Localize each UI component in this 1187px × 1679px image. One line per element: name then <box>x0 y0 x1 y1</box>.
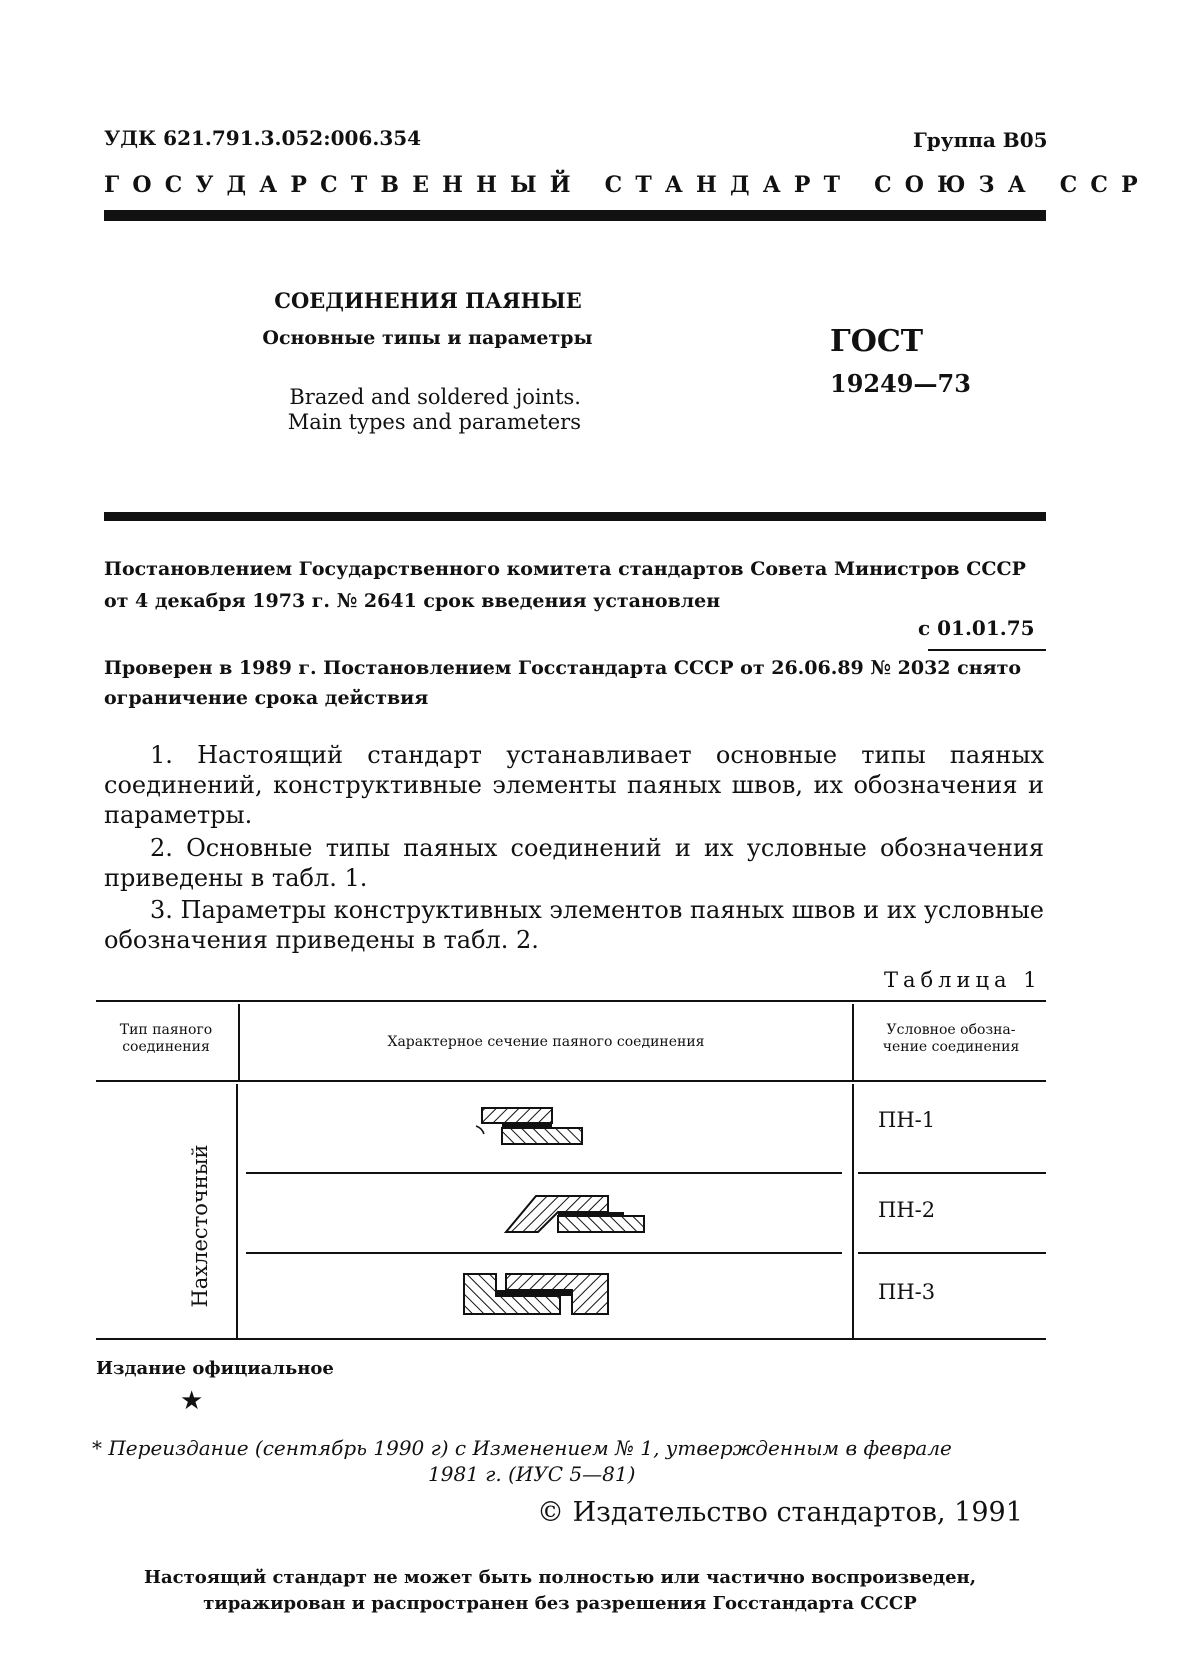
header-code-line2: чение соединения <box>882 1039 1020 1055</box>
row-separator-2-left <box>246 1252 842 1254</box>
document-subtitle: Основные типы и параметры <box>262 327 593 349</box>
section-pn3-drawing <box>460 1268 620 1322</box>
reissue-line1: * Переиздание (сентябрь 1990 г) с Изменением № 1, утвержденным в феврале <box>92 1436 952 1460</box>
table-label: Таблица 1 <box>884 968 1042 992</box>
table-body-divider-2 <box>852 1084 854 1338</box>
gost-label: ГОСТ <box>830 324 924 359</box>
header-type-line2: соединения <box>122 1039 210 1055</box>
udk-code: УДК 621.791.3.052:006.354 <box>104 126 422 150</box>
section-pn1-drawing <box>470 1100 590 1160</box>
table-bottom-rule <box>96 1338 1046 1340</box>
code-pn1: ПН-1 <box>878 1108 936 1132</box>
row-separator-1-right <box>858 1172 1046 1174</box>
effective-date: с 01.01.75 <box>918 616 1035 640</box>
joint-type-label: Нахлесточный <box>188 1144 212 1308</box>
paragraph-3 <box>104 895 1044 955</box>
row-separator-1-left <box>246 1172 842 1174</box>
table-header-divider-2 <box>852 1004 854 1080</box>
code-pn3: ПН-3 <box>878 1280 936 1304</box>
star-icon: ★ <box>180 1386 204 1416</box>
english-title-line2: Main types and parameters <box>287 410 581 434</box>
official-edition: Издание официальное <box>96 1358 334 1379</box>
copyright: © Издательство стандартов, 1991 <box>537 1497 1023 1528</box>
code-pn2: ПН-2 <box>878 1198 936 1222</box>
state-standard-banner: ГОСУДАРСТВЕННЫЙ СТАНДАРТ СОЮЗА ССР <box>104 172 1151 198</box>
notice-line2: тиражирован и распространен без разрешения Госстандарта СССР <box>203 1593 917 1614</box>
header-type-line1: Тип паяного <box>119 1022 213 1038</box>
paragraph-2-text: 2. Основные типы паяных соединений и их условные обозначения приведены в табл. 1. <box>104 834 1044 892</box>
section-pn2-drawing <box>500 1186 650 1240</box>
english-title-line1: Brazed and soldered joints. <box>289 385 581 409</box>
paragraph-1-text: 1. Настоящий стандарт устанавливает основные типы паяных соединений, конструктивные элементы паяных швов, их обозначения и параметры. <box>104 741 1044 829</box>
reproduction-notice <box>80 1565 1040 1617</box>
paragraph-3-text: 3. Параметры конструктивных элементов паяных швов и их условные обозначения приведены в табл. 2. <box>104 896 1044 954</box>
reissue-note <box>92 1435 1046 1487</box>
document-title: СОЕДИНЕНИЯ ПАЯНЫЕ <box>274 288 582 313</box>
english-title <box>275 385 581 435</box>
header-type <box>96 1022 236 1056</box>
title-rule <box>104 512 1046 521</box>
header-code-line1: Условное обозна- <box>886 1022 1016 1038</box>
reissue-line2: 1981 г. (ИУС 5—81) <box>428 1462 636 1486</box>
checked-text: Проверен в 1989 г. Постановлением Госстандарта СССР от 26.06.89 № 2032 снято ограничение срока действия <box>104 657 1022 709</box>
group-code: Группа В05 <box>913 128 1048 152</box>
header-section: Характерное сечение паяного соединения <box>387 1034 705 1050</box>
date-underline <box>928 649 1046 651</box>
table-body-divider-1 <box>236 1084 238 1338</box>
paragraph-2 <box>104 833 1044 893</box>
paragraph-1 <box>104 740 1044 830</box>
header-rule <box>104 210 1046 221</box>
decree-text: Постановлением Государственного комитета стандартов Совета Министров СССР от 4 декабря 1973 г. № 2641 срок введения установлен <box>104 558 1026 612</box>
gost-number: 19249—73 <box>830 369 971 398</box>
table-top-rule <box>96 1000 1046 1002</box>
header-code <box>856 1022 1046 1056</box>
row-separator-2-right <box>858 1252 1046 1254</box>
table-header-rule <box>96 1080 1046 1082</box>
notice-line1: Настоящий стандарт не может быть полностью или частично воспроизведен, <box>143 1567 977 1588</box>
